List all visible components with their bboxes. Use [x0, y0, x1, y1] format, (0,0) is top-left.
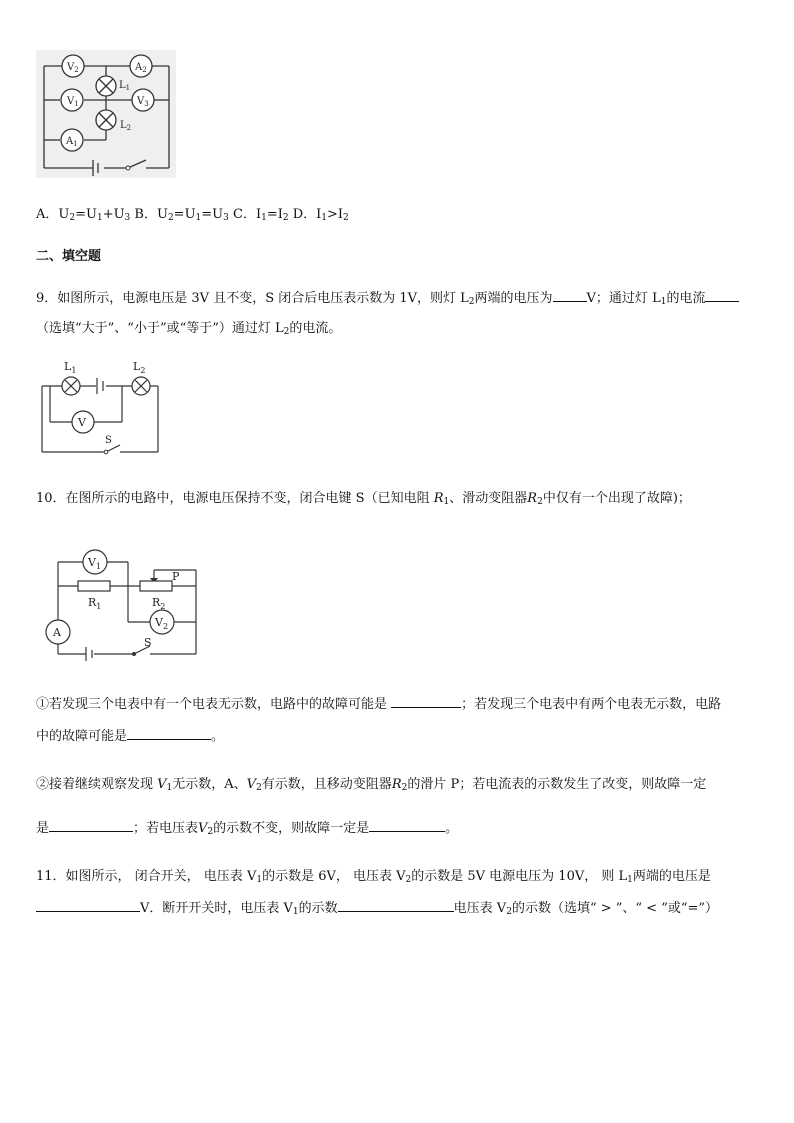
answer-options: A．$U_2=U_1+U_3$ B．$U_2=U_1=U_3$ C．$I_1=I_2$ D．$I_1>I_2$ — [36, 207, 349, 223]
svg-text:A2: $A_2$ — [135, 62, 147, 74]
q10-intro: 10．在图所示的电路中，电源电压保持不变，闭合电键 S（已知电阻 $R_1$、滑动变阻器$R_2$中仅有一个出现了故障)； — [36, 491, 691, 507]
svg-text:V1: $V_1$ — [67, 96, 79, 108]
q10-blank-2[interactable] — [127, 726, 211, 740]
svg-text:A1: $A_1$ — [66, 136, 78, 148]
svg-text:R1: $R_1$ — [88, 596, 102, 611]
q10-part1-line-1: ①若发现三个电表中有一个电表无示数，电路中的故障可能是 ；若发现三个电表中有两个电表无示数，电路 — [36, 694, 721, 714]
q11-blank-2[interactable] — [338, 898, 454, 912]
q9-line-1: 9．如图所示，电源电压是 3V 且不变，S 闭合后电压表示数为 1V，则灯 $L_2$两端的电压为 V；通过灯 $L_1$的电流 — [36, 288, 739, 308]
svg-text:L2: $L_2$ — [133, 360, 146, 375]
svg-text:V1: $V_1$ — [88, 556, 102, 571]
circuit-figure-1 — [36, 50, 176, 178]
svg-text:L2: $L_2$ — [120, 120, 132, 132]
q9-blank-1[interactable] — [553, 288, 587, 302]
svg-text:S: S — [105, 435, 112, 446]
q10-part1-line-2: 中的故障可能是 。 — [36, 726, 224, 746]
svg-text:A: A — [53, 626, 61, 639]
q10-blank-3[interactable] — [49, 818, 133, 832]
q10-blank-4[interactable] — [369, 818, 445, 832]
svg-text:V2: $V_2$ — [155, 616, 169, 631]
circuit-figure-q10 — [36, 546, 206, 666]
q9-line-2: （选填“大于”、“小于”或“等于”）通过灯 $L_2$的电流。 — [36, 321, 342, 337]
q10-part2-line-1: ②接着继续观察发现 $V_1$无示数，A、$V_2$有示数，且移动变阻器$R_2$的滑片 P；若电流表的示数发生了改变，则故障一定 — [36, 777, 707, 793]
svg-text:S: S — [144, 636, 152, 649]
section-heading: 二、填空题 — [36, 249, 102, 264]
q11-line-1: 11．如图所示， 闭合开关， 电压表 $V_1$的示数是 6V， 电压表 $V_2$的示数是 5V 电源电压为 10V， 则 $L_1$两端的电压是 — [36, 869, 711, 885]
svg-text:R2: $R_2$ — [152, 596, 166, 611]
q10-blank-1[interactable] — [391, 694, 461, 708]
svg-text:L1: $L_1$ — [64, 360, 77, 375]
svg-text:P: P — [172, 570, 180, 583]
q11-line-2: V．断开开关时，电压表 $V_1$的示数 电压表 $V_2$的示数（选填“ > ”、“ < ”或“=”） — [36, 898, 718, 918]
svg-text:L1: $L_1$ — [119, 80, 131, 92]
circuit-figure-q9 — [36, 354, 166, 454]
svg-text:V3: $V_3$ — [137, 96, 149, 108]
q11-blank-1[interactable] — [36, 898, 140, 912]
q9-blank-2[interactable] — [705, 288, 739, 302]
svg-text:V2: $V_2$ — [67, 62, 79, 74]
q10-part2-line-2: 是 ；若电压表$V_2$的示数不变，则故障一定是 。 — [36, 818, 458, 838]
svg-text:V: V — [78, 416, 86, 429]
